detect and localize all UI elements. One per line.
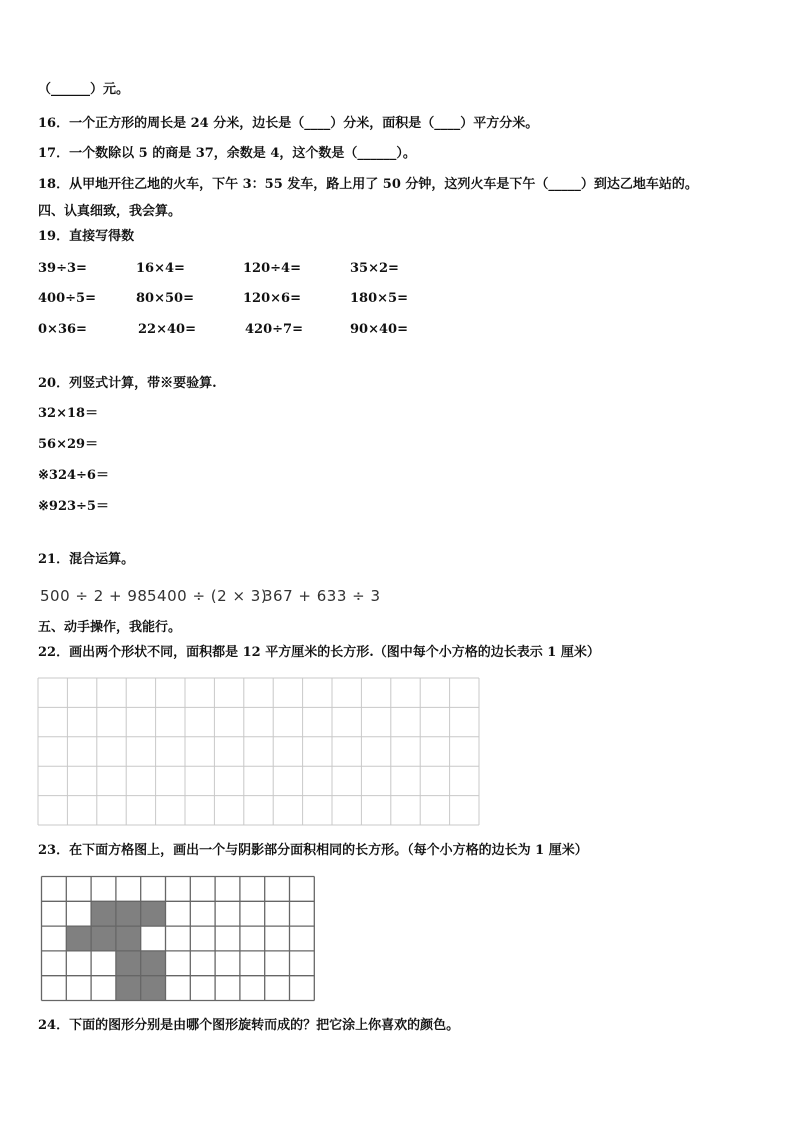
q20-item: 56×29＝ bbox=[38, 437, 99, 452]
q20-item: 32×18＝ bbox=[38, 406, 99, 421]
q19-cell: 120÷4= bbox=[243, 261, 301, 276]
shaded-square bbox=[116, 926, 141, 951]
question-20: 20．列竖式计算，带※要验算. bbox=[38, 376, 217, 391]
shaded-square bbox=[66, 926, 91, 951]
q19-cell: 120×6= bbox=[243, 291, 301, 306]
question-22: 22．画出两个形状不同，面积都是 12 平方厘米的长方形.（图中每个小方格的边长表示 1 厘米） bbox=[38, 645, 600, 660]
q23-grid[interactable] bbox=[40, 875, 318, 1003]
question-24: 24．下面的图形分别是由哪个图形旋转而成的？把它涂上你喜欢的颜色。 bbox=[38, 1018, 460, 1033]
shaded-square bbox=[91, 926, 116, 951]
q21-expression: 367 + 633 ÷ 3 bbox=[263, 587, 381, 605]
q19-cell: 80×50= bbox=[136, 291, 194, 306]
q20-item: ※923÷5＝ bbox=[38, 499, 109, 514]
question-16: 16．一个正方形的周长是 24 分米，边长是（____）分米，面积是（____）平方分米。 bbox=[38, 116, 539, 131]
q20-item: ※324÷6＝ bbox=[38, 468, 109, 483]
question-23: 23．在下面方格图上，画出一个与阴影部分面积相同的长方形。（每个小方格的边长为 1 厘米） bbox=[38, 843, 588, 858]
q15-tail: （______）元。 bbox=[38, 82, 130, 97]
q19-cell: 22×40= bbox=[138, 322, 196, 337]
shaded-square bbox=[141, 901, 166, 926]
question-18: 18．从甲地开往乙地的火车，下午 3：55 发车，路上用了 50 分钟，这列火车是下午（_____）到达乙地车站的。 bbox=[38, 177, 698, 192]
question-19: 19．直接写得数 bbox=[38, 229, 135, 244]
q22-grid[interactable] bbox=[37, 677, 481, 827]
q19-cell: 420÷7= bbox=[245, 322, 303, 337]
question-21: 21．混合运算。 bbox=[38, 552, 135, 567]
shaded-square bbox=[141, 951, 166, 976]
q19-cell: 180×5= bbox=[350, 291, 408, 306]
q19-cell: 39÷3= bbox=[38, 261, 87, 276]
q21-expression: 500 ÷ 2 + 98 bbox=[40, 587, 148, 605]
q19-cell: 35×2= bbox=[350, 261, 399, 276]
q19-cell: 400÷5= bbox=[38, 291, 96, 306]
section-4-title: 四、认真细致，我会算。 bbox=[38, 204, 182, 219]
q19-cell: 0×36= bbox=[38, 322, 87, 337]
question-17: 17．一个数除以 5 的商是 37，余数是 4，这个数是（______）。 bbox=[38, 146, 416, 161]
shaded-square bbox=[116, 901, 141, 926]
shaded-square bbox=[91, 901, 116, 926]
shaded-square bbox=[141, 976, 166, 1001]
q21-expression: 5400 ÷ (2 × 3) bbox=[147, 587, 268, 605]
q19-cell: 16×4= bbox=[136, 261, 185, 276]
q19-cell: 90×40= bbox=[350, 322, 408, 337]
shaded-square bbox=[116, 976, 141, 1001]
section-5-title: 五、动手操作，我能行。 bbox=[38, 620, 182, 635]
shaded-square bbox=[116, 951, 141, 976]
